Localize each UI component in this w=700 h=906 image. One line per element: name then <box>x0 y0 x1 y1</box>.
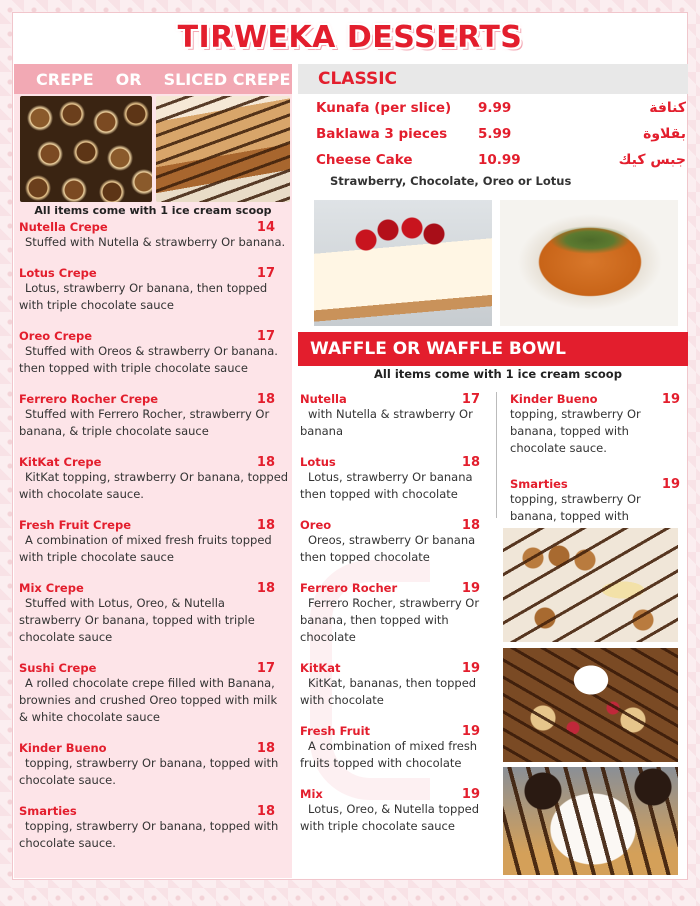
classic-item-arabic: جبس كيك <box>618 152 686 168</box>
menu-item-description: with Nutella & strawberry Or banana <box>300 407 473 438</box>
menu-title: TIRWEKA DESSERTS <box>177 20 523 55</box>
cheesecake-photo <box>314 200 492 326</box>
classic-item-name: Kunafa (per slice) <box>316 100 452 116</box>
menu-item-description: Stuffed with Ferrero Rocher, strawberry Or banana, & triple chocolate sauce <box>19 407 270 438</box>
waffle-list-left <box>300 392 482 850</box>
menu-item <box>19 804 289 852</box>
classic-item-arabic: كنافة <box>649 100 686 116</box>
menu-item-price: 14 <box>256 220 275 235</box>
menu-item-price: 19 <box>661 477 680 492</box>
menu-item-description: topping, strawberry Or banana, topped with chocolate sauce. <box>19 756 279 787</box>
menu-item-price: 19 <box>461 724 480 739</box>
menu-item-name: Ferrero Rocher Crepe <box>19 392 159 406</box>
crepe-header-part: OR <box>115 69 142 89</box>
menu-item <box>300 724 482 772</box>
menu-item <box>19 455 289 503</box>
menu-item-name: Mix Crepe <box>19 581 84 595</box>
menu-item-price: 18 <box>256 455 275 470</box>
classic-item-price: 9.99 <box>478 100 512 116</box>
crepe-section <box>14 64 292 878</box>
classic-section-header: CLASSIC <box>298 64 688 94</box>
classic-item-name: Baklawa 3 pieces <box>316 126 448 142</box>
menu-item <box>300 581 482 646</box>
menu-item-price: 17 <box>256 266 275 281</box>
menu-item-name: Nutella <box>300 392 347 406</box>
waffle-bowl-photo <box>503 528 678 642</box>
menu-item-description: A combination of mixed fresh fruits topped with triple chocolate sauce <box>19 533 272 564</box>
menu-item-name: Fresh Fruit <box>300 724 371 738</box>
waffle-divider <box>496 392 497 518</box>
menu-item <box>19 329 289 377</box>
menu-item-price: 17 <box>461 392 480 407</box>
menu-item-price: 17 <box>256 329 275 344</box>
menu-item <box>19 581 289 646</box>
waffle-note: All items come with 1 ice cream scoop <box>374 367 622 381</box>
menu-item-name: Fresh Fruit Crepe <box>19 518 131 532</box>
menu-item-name: Lotus Crepe <box>19 266 97 280</box>
menu-item-description: topping, strawberry Or banana, topped with <box>510 492 641 523</box>
menu-item-price: 18 <box>256 518 275 533</box>
classic-item <box>316 126 686 148</box>
menu-item <box>19 266 289 314</box>
menu-item-name: Oreo Crepe <box>19 329 93 343</box>
menu-item-price: 18 <box>256 392 275 407</box>
kunafa-photo <box>500 200 678 326</box>
menu-item-name: Oreo <box>300 518 332 532</box>
crepe-rolls-photo <box>20 96 152 202</box>
menu-item-price: 19 <box>461 787 480 802</box>
menu-item-name: Nutella Crepe <box>19 220 108 234</box>
crepe-header-part: CREPE <box>36 69 94 89</box>
menu-item <box>510 392 688 457</box>
classic-item-price: 5.99 <box>478 126 512 142</box>
menu-item-description: Lotus, strawberry Or banana then topped with chocolate <box>300 470 473 501</box>
menu-item-price: 17 <box>256 661 275 676</box>
menu-item-name: Sushi Crepe <box>19 661 97 675</box>
waffle-bowl-photo <box>503 648 678 762</box>
classic-item-name: Cheese Cake <box>316 152 413 168</box>
menu-item <box>300 392 482 440</box>
menu-item-price: 19 <box>461 661 480 676</box>
menu-item-description: A combination of mixed fresh fruits topped with chocolate <box>300 739 478 770</box>
menu-item-description: Stuffed with Lotus, Oreo, & Nutella strawberry Or banana, topped with triple chocolate sauce <box>19 596 255 644</box>
menu-item-description: Stuffed with Nutella & strawberry Or banana. <box>25 235 286 249</box>
menu-item <box>300 787 482 835</box>
menu-item-name: Smarties <box>19 804 77 818</box>
menu-item <box>19 661 289 726</box>
crepe-photos <box>20 96 290 202</box>
menu-item-description: Ferrero Rocher, strawberry Or banana, then topped with chocolate <box>300 596 480 644</box>
menu-item <box>19 220 289 251</box>
menu-item-price: 19 <box>461 581 480 596</box>
classic-item-price: 10.99 <box>478 152 521 168</box>
menu-item-price: 18 <box>256 741 275 756</box>
menu-item-name: Mix <box>300 787 323 801</box>
menu-item-description: Oreos, strawberry Or banana then topped chocolate <box>300 533 476 564</box>
menu-item-description: KitKat, bananas, then topped with chocolate <box>300 676 477 707</box>
menu-item-name: Ferrero Rocher <box>300 581 398 595</box>
classic-item-arabic: بقلاوة <box>643 126 686 142</box>
menu-item-name: Kinder Bueno <box>510 392 598 406</box>
classic-item <box>316 152 686 174</box>
menu-item <box>300 518 482 566</box>
crepe-section-header <box>14 64 292 94</box>
menu-item-name: KitKat <box>300 661 341 675</box>
menu-item <box>300 661 482 709</box>
menu-item <box>19 392 289 440</box>
menu-item <box>300 455 482 503</box>
waffle-section-header: WAFFLE OR WAFFLE BOWL <box>298 332 688 366</box>
menu-item-name: Lotus <box>300 455 336 469</box>
menu-item-description: topping, strawberry Or banana, topped with chocolate sauce. <box>510 407 641 455</box>
menu-item-price: 18 <box>256 804 275 819</box>
menu-item-description: Stuffed with Oreos & strawberry Or banana. then topped with triple chocolate sauce <box>19 344 278 375</box>
crepe-list <box>19 220 289 867</box>
menu-item-name: Kinder Bueno <box>19 741 107 755</box>
classic-item <box>316 100 686 122</box>
menu-item <box>19 741 289 789</box>
menu-item-description: KitKat topping, strawberry Or banana, topped with chocolate sauce. <box>19 470 289 501</box>
sliced-crepe-photo <box>156 96 290 202</box>
menu-item <box>19 518 289 566</box>
menu-item-price: 18 <box>461 518 480 533</box>
menu-item-description: A rolled chocolate crepe filled with Banana, brownies and crushed Oreo topped with milk & white chocolate sauce <box>19 676 278 724</box>
menu-item-price: 18 <box>461 455 480 470</box>
menu-item-description: topping, strawberry Or banana, topped with chocolate sauce. <box>19 819 279 850</box>
menu-item-description: Lotus, strawberry Or banana, then topped with triple chocolate sauce <box>19 281 268 312</box>
menu-item-name: Smarties <box>510 477 568 491</box>
menu-item-price: 19 <box>661 392 680 407</box>
menu-item-name: KitKat Crepe <box>19 455 102 469</box>
menu-item-price: 18 <box>256 581 275 596</box>
menu-item-description: Lotus, Oreo, & Nutella topped with triple chocolate sauce <box>300 802 480 833</box>
crepe-note: All items come with 1 ice cream scoop <box>34 204 272 217</box>
crepe-header-part: SLICED CREPE <box>163 69 291 89</box>
cheesecake-flavors-note: Strawberry, Chocolate, Oreo or Lotus <box>330 174 572 188</box>
waffle-bowl-photo <box>503 767 678 875</box>
